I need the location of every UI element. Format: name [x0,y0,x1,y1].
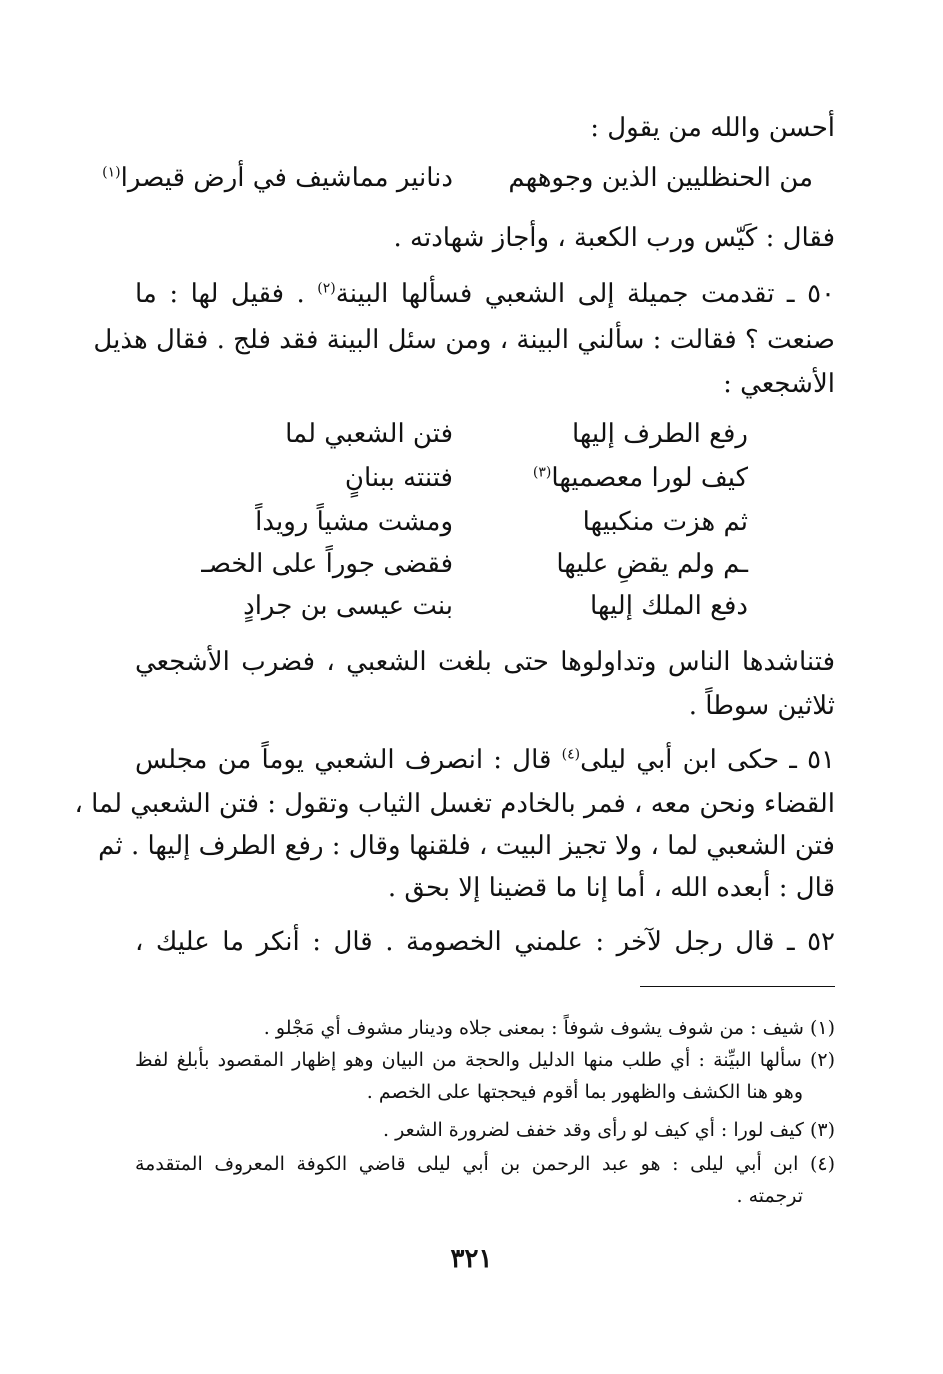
footnote-4-line-2: ترجمته . [736,1185,803,1207]
poem-verse-1-right: فتن الشعبي لما [285,419,453,449]
paragraph-50-line-2: صنعت ؟ فقالت : سألني البينة ، ومن سئل البينة فقد فلج . فقال هذيل [93,325,835,355]
paragraph-50-line-1: ٥٠ ـ تقدمت جميلة إلى الشعبي فسألها البينة$^{(٢)}$ . فقيل لها : ما [135,279,835,309]
poem-verse-2-left: كيف لورا معصميها$^{(٣)}$ [532,463,748,493]
paragraph-52-line-1: ٥٢ ـ قال رجل لآخر : علمني الخصومة . قال : أنكر ما عليك ، [135,927,835,957]
footnote-1: (١) شيف : من شوف يشوف شوفاً : بمعنى جلاه ودينار مشوف أي مَجْلو . [263,1017,835,1039]
aftermath-line-2: ثلاثين سوطاً . [688,691,835,721]
intro-line [590,110,835,146]
poem-verse-4-right: فقضى جوراً على الخصـ [201,549,453,579]
paragraph-50-line-3: الأشجعي : [723,369,835,399]
footnote-ref-2: (٢) [317,280,336,297]
footnote-ref-1: (١) [102,164,121,181]
footnote-ref-3: (٣) [532,464,552,481]
couplet-second-hemistich: دنانير مماشيف في أرض قيصرا$^{(١)}$ [102,163,453,193]
intro-text: أحسن والله من يقول : [590,113,835,143]
paragraph-51-line-2: القضاء ونحن معه ، فمر بالخادم تغسل الثياب وتقول : فتن الشعبي لما ، [74,789,835,819]
footnote-divider [640,986,835,987]
poem-verse-5-right: بنت عيسى بن جرادٍ [243,591,453,621]
paragraph-51-line-4: قال : أبعده الله ، أما إنا ما قضينا إلا بحق . [387,873,835,903]
poem-verse-4-left: ـم ولم يقضِ عليها [556,549,748,579]
poem-verse-3-right: ومشت مشياً رويداً [255,507,453,537]
footnote-2-line-1: (٢) سألها البيِّنة : أي طلب منها الدليل والحجة من البيان وهو إظهار المقصود بأبلغ لفظ [135,1049,835,1071]
paragraph-51-line-1: ٥١ ـ حكى ابن أبي ليلى$^{(٤)}$ قال : انصرف الشعبي يوماً من مجلس [135,745,835,775]
footnote-4-line-1: (٤) ابن أبي ليلى : هو عبد الرحمن بن أبي ليلى قاضي الكوفة المعروف المتقدمة [135,1153,835,1175]
poem-verse-5-left: دفع الملك إليها [590,591,748,621]
aftermath-line-1: فتناشدها الناس وتداولوها حتى بلغت الشعبي ، فضرب الأشجعي [135,647,835,677]
poem-verse-2-right: فتنته ببنانٍ [344,463,453,493]
page-number: ٣٢١ [450,1244,493,1274]
couplet-first-hemistich: من الحنظليين الذين وجوههم [508,163,813,193]
verdict-line: فقال : كَيّس ورب الكعبة ، وأجاز شهادته . [393,223,835,253]
poem-verse-3-left: ثم هزت منكبيها [582,507,748,537]
poem-verse-1-left: رفع الطرف إليها [571,419,748,449]
footnote-3: (٣) كيف لورا : أي كيف لو رأى وقد خفف لضرورة الشعر . [383,1119,835,1141]
paragraph-51-line-3: فتن الشعبي لما ، ولا تجيز البيت ، فلقنها وقال : رفع الطرف إليها . ثم [98,831,835,861]
footnote-2-line-2: وهو هنا الكشف والظهور بما أقوم فيحجتها على الخصم . [366,1081,803,1103]
footnote-ref-4: (٤) [561,746,581,763]
